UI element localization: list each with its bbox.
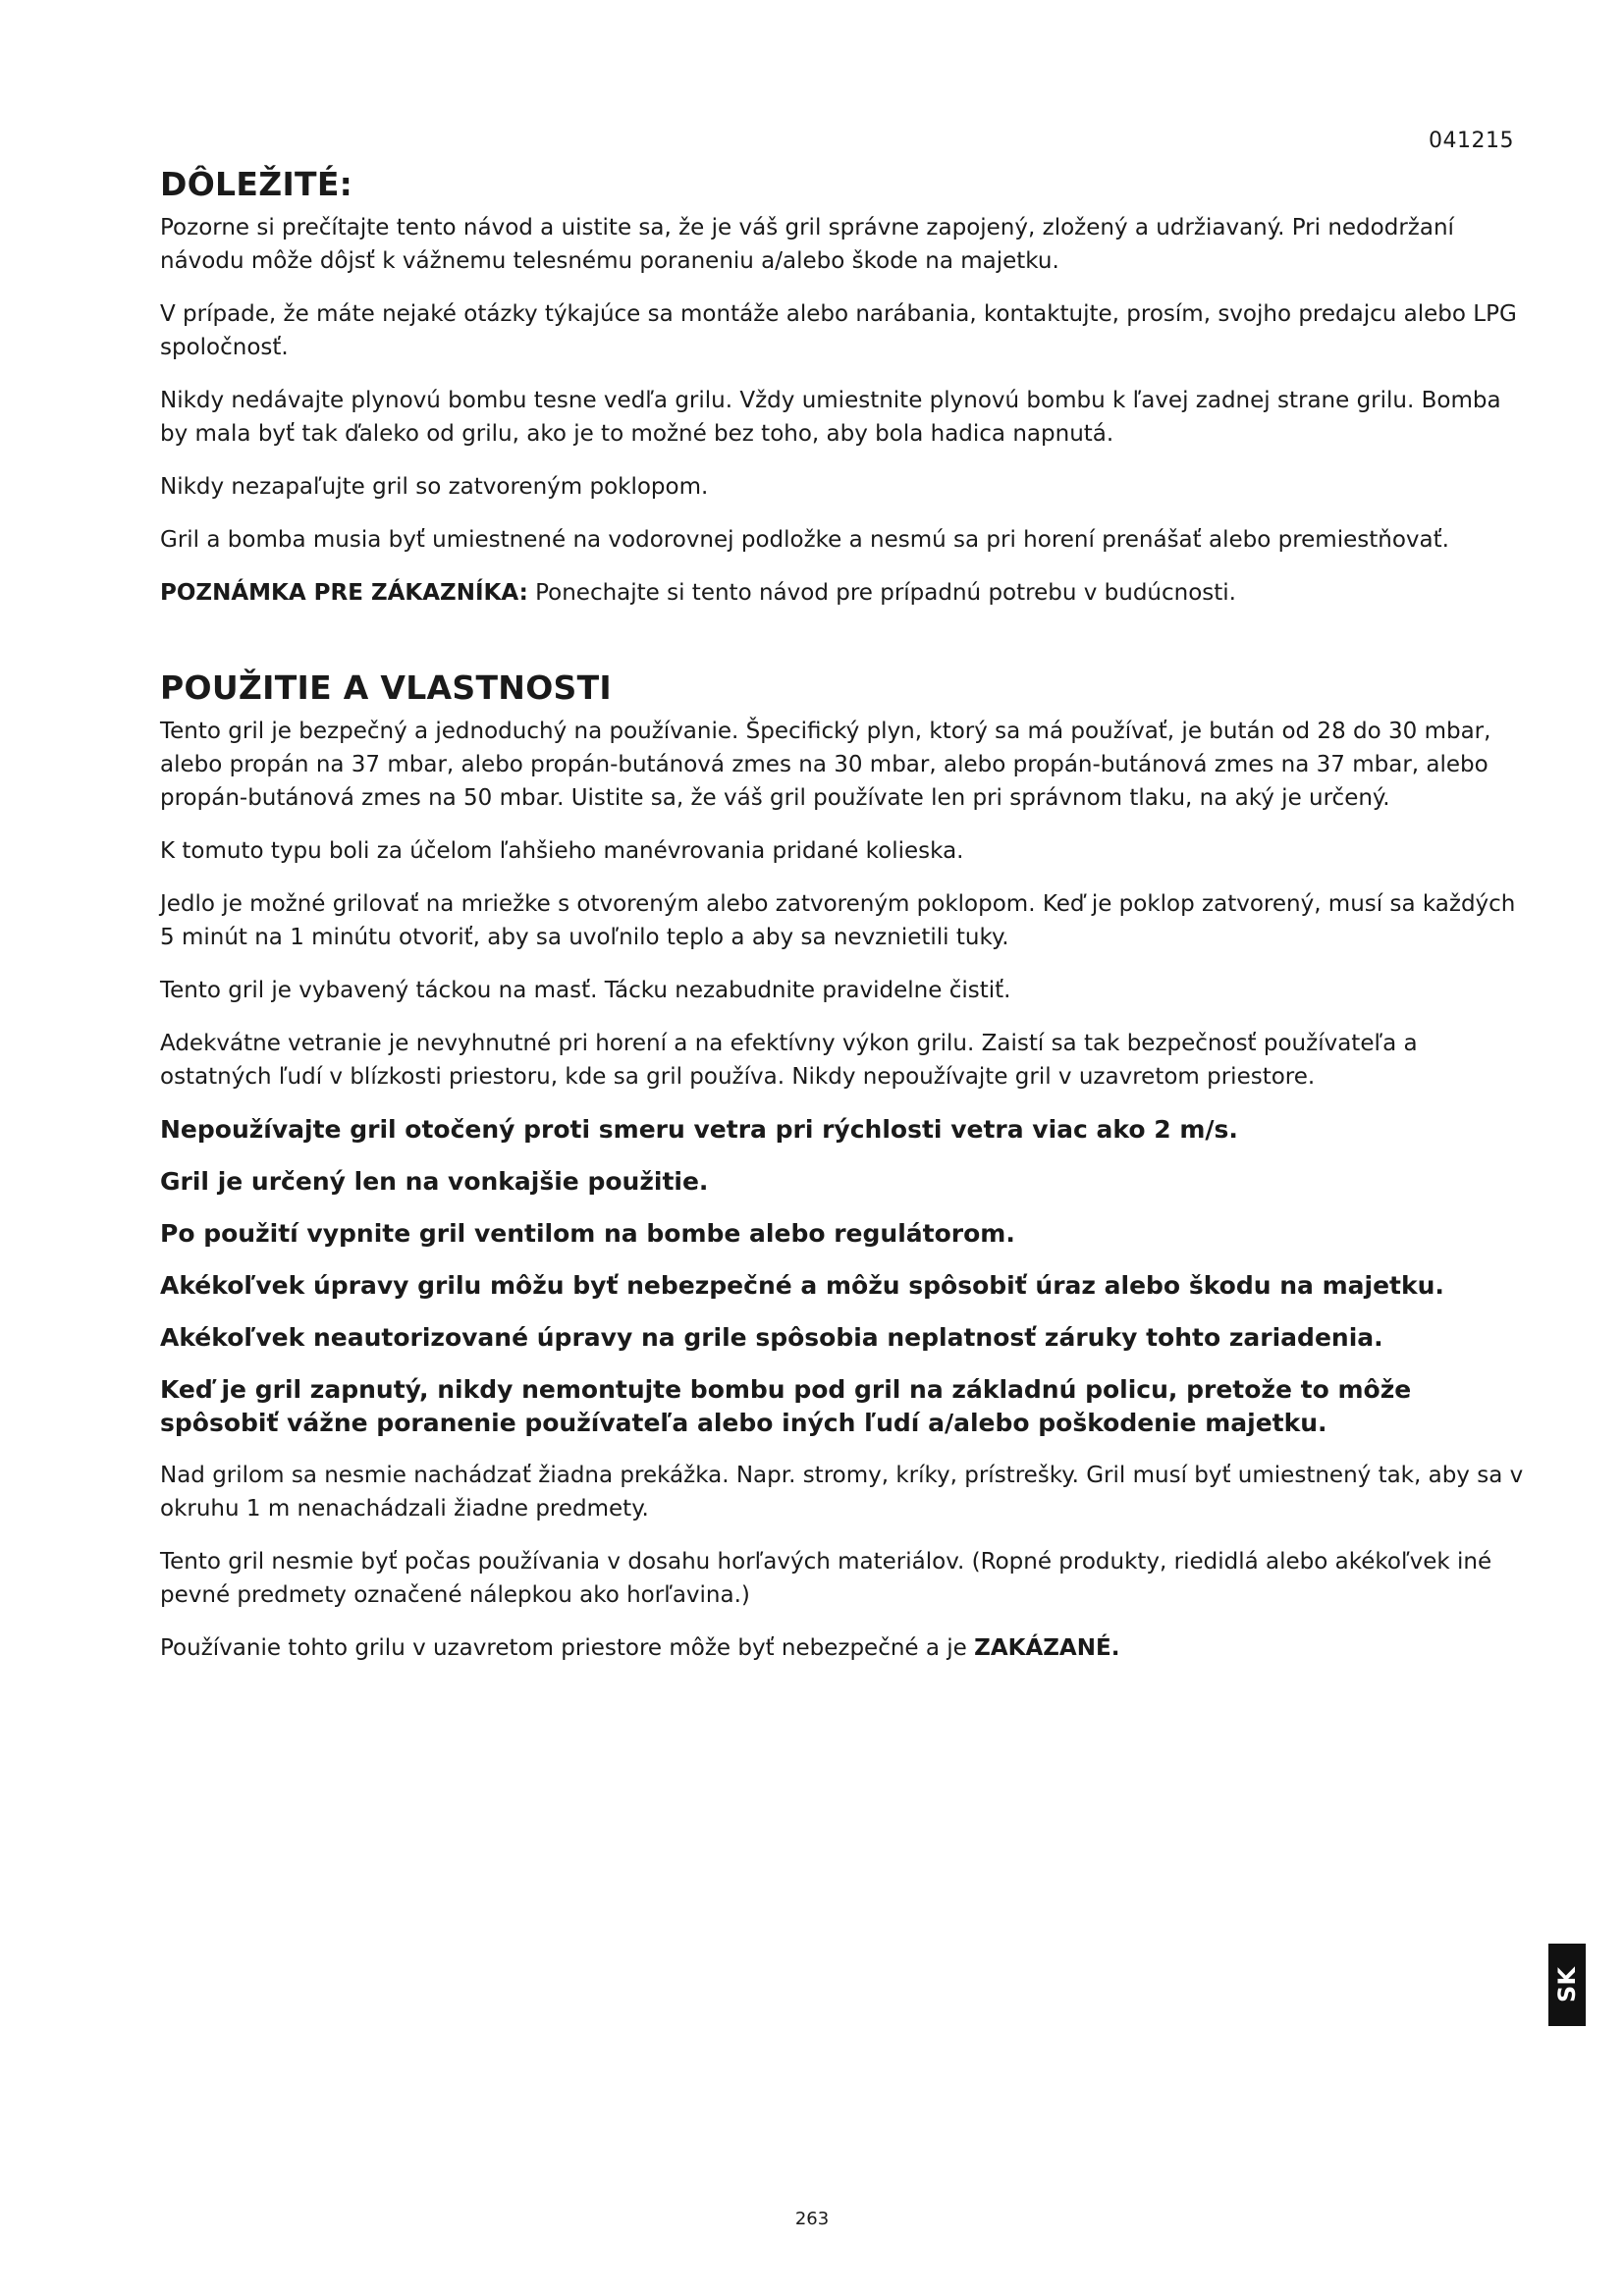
- paragraph: Nikdy nedávajte plynovú bombu tesne vedľa grilu. Vždy umiestnite plynovú bombu k ľavej zadnej strane grilu. Bomba by mala byť tak ďaleko od grilu, ako je to možné bez toho, aby bola hadica napnutá.: [160, 388, 1501, 447]
- paragraph: Tento gril je vybavený táckou na masť. Tácku nezabudnite pravidelne čistiť.: [160, 978, 1011, 1003]
- paragraph: V prípade, že máte nejaké otázky týkajúce sa montáže alebo narábania, kontaktujte, prosím, svojho predajcu alebo LPG spoločnosť.: [160, 301, 1517, 360]
- final-text: Používanie tohto grilu v uzavretom priestore môže byť nebezpečné a je: [160, 1635, 975, 1661]
- warning-line: Keď je gril zapnutý, nikdy nemontujte bombu pod gril na základnú policu, pretože to môže spôsobiť vážne poranenie používateľa alebo iných ľudí a/alebo poškodenie majetku.: [160, 1375, 1412, 1437]
- paragraph: Nad grilom sa nesmie nachádzať žiadna prekážka. Napr. stromy, kríky, prístrešky. Gril musí byť umiestnený tak, aby sa v okruhu 1 m nenachádzali žiadne predmety.: [160, 1463, 1524, 1522]
- customer-note: [160, 576, 1527, 610]
- warning-line: Gril je určený len na vonkajšie použitie.: [160, 1167, 709, 1196]
- customer-note-label: POZNÁMKA PRE ZÁKAZNÍKA:: [160, 580, 528, 606]
- paragraph: Pozorne si prečítajte tento návod a uistite sa, že je váš gril správne zapojený, zložený a udržiavaný. Pri nedodržaní návodu môže dôjsť k vážnemu telesnému poraneniu a/alebo škode na majetku.: [160, 215, 1454, 274]
- final-bold: ZAKÁZANÉ.: [974, 1635, 1120, 1661]
- page-content: [160, 165, 1527, 1684]
- paragraph: Gril a bomba musia byť umiestnené na vodorovnej podložke a nesmú sa pri horení prenášať alebo premiestňovať.: [160, 527, 1449, 553]
- warning-line: Akékoľvek neautorizované úpravy na grile spôsobia neplatnosť záruky tohto zariadenia.: [160, 1323, 1383, 1352]
- warning-line: Po použití vypnite gril ventilom na bombe alebo regulátorom.: [160, 1219, 1015, 1248]
- language-tab: [1548, 1944, 1586, 2026]
- warning-line: Akékoľvek úpravy grilu môžu byť nebezpečné a môžu spôsobiť úraz alebo škodu na majetku.: [160, 1271, 1444, 1300]
- paragraph: Jedlo je možné grilovať na mriežke s otvoreným alebo zatvoreným poklopom. Keď je poklop zatvorený, musí sa každých 5 minút na 1 minútu otvoriť, aby sa uvoľnilo teplo a aby sa nevznietili tuky.: [160, 891, 1516, 950]
- page-number: 263: [794, 2209, 830, 2229]
- paragraph: K tomuto typu boli za účelom ľahšieho manévrovania pridané kolieska.: [160, 838, 964, 864]
- section-heading-important: DÔLEŽITÉ:: [160, 165, 353, 203]
- paragraph: Nikdy nezapaľujte gril so zatvoreným poklopom.: [160, 474, 709, 500]
- paragraph: Tento gril je bezpečný a jednoduchý na používanie. Špecifický plyn, ktorý sa má používať, je bután od 28 do 30 mbar, alebo propán na 37 mbar, alebo propán-butánová zmes na 30 mbar, alebo propán-butánová zmes na 37 mbar, alebo propán-butánová zmes na 50 mbar. Uistite sa, že váš gril používate len pri správnom tlaku, na aký je určený.: [160, 719, 1491, 811]
- paragraph: Adekvátne vetranie je nevyhnutné pri horení a na efektívny výkon grilu. Zaistí sa tak bezpečnosť používateľa a ostatných ľudí v blízkosti priestoru, kde sa gril používa. Nikdy nepoužívajte gril v uzavretom priestore.: [160, 1031, 1418, 1090]
- language-code: SK: [1552, 1967, 1581, 2002]
- document-code: 041215: [1429, 129, 1514, 153]
- section-heading-usage: POUŽITIE A VLASTNOSTI: [160, 668, 613, 707]
- final-paragraph: [160, 1631, 1527, 1665]
- paragraph: Tento gril nesmie byť počas používania v dosahu horľavých materiálov. (Ropné produkty, riedidlá alebo akékoľvek iné pevné predmety označené nálepkou ako horľavina.): [160, 1549, 1492, 1608]
- customer-note-text: Ponechajte si tento návod pre prípadnú potrebu v budúcnosti.: [527, 580, 1236, 606]
- warning-line: Nepoužívajte gril otočený proti smeru vetra pri rýchlosti vetra viac ako 2 m/s.: [160, 1115, 1238, 1144]
